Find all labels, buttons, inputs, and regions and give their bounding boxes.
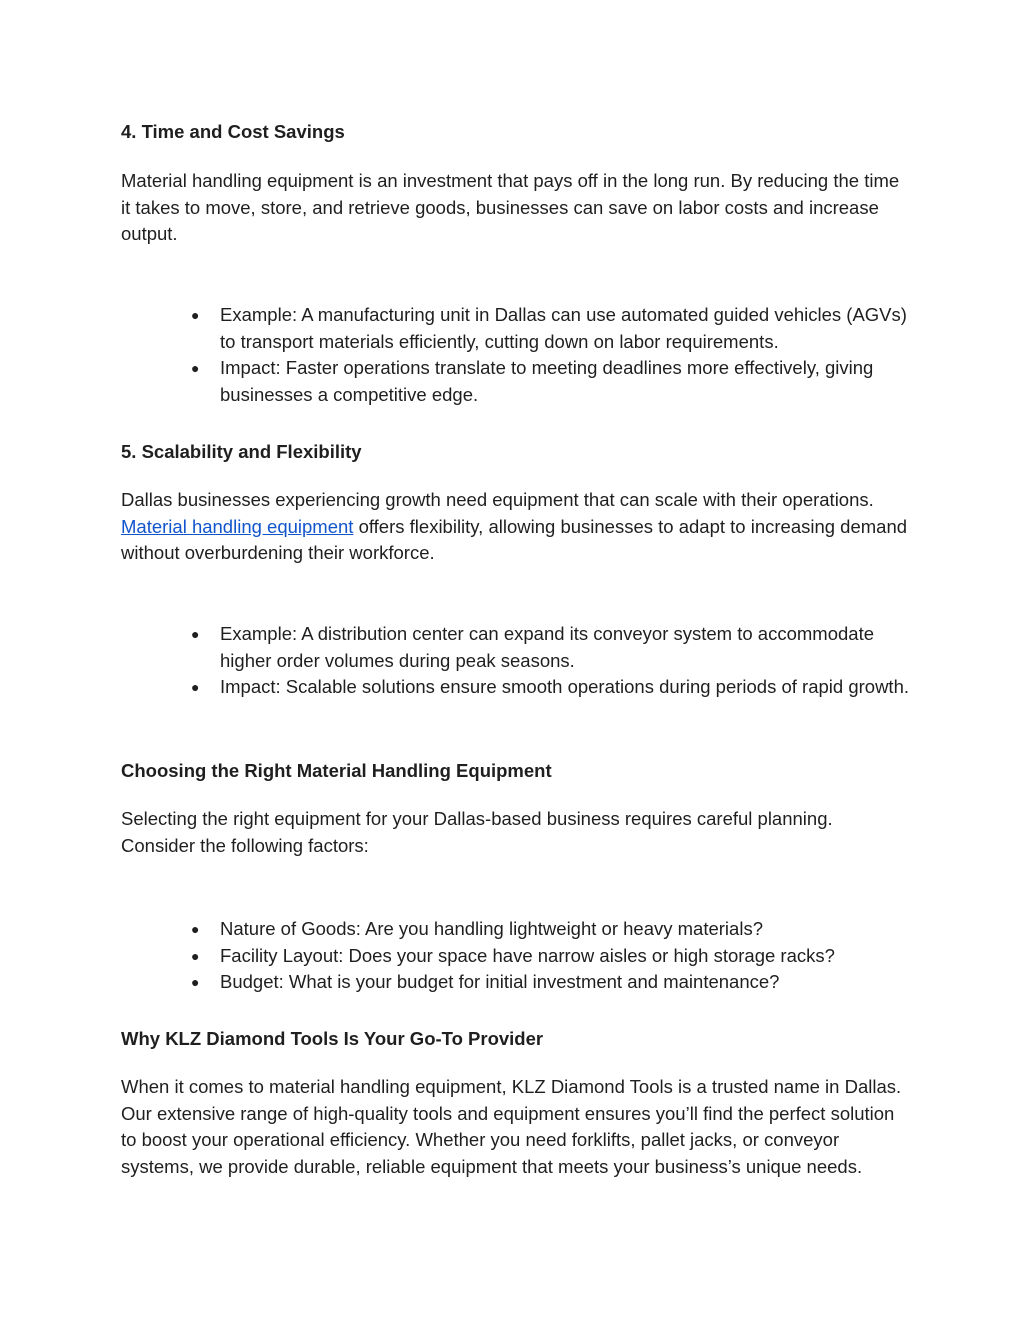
list-item-text: Example: A distribution center can expand its conveyor system to accommodate higher order volumes during peak seasons.	[220, 623, 874, 671]
list-item-text: Impact: Scalable solutions ensure smooth operations during periods of rapid growth.	[220, 676, 909, 698]
list-item-text: Nature of Goods: Are you handling lightweight or heavy materials?	[220, 918, 763, 939]
list-item	[121, 674, 911, 701]
heading-choosing-equipment: Choosing the Right Material Handling Equipment	[121, 760, 552, 781]
paragraph-choosing-intro: Selecting the right equipment for your Dallas-based business requires careful planning. Consider the following factors:	[121, 808, 833, 856]
paragraph-time-cost-intro: Material handling equipment is an investment that pays off in the long run. By reducing the time it takes to move, store, and retrieve goods, businesses can save on labor costs and increase output.	[121, 170, 900, 245]
list-item-text: Example: A manufacturing unit in Dallas can use automated guided vehicles (AGVs) to transport materials efficiently, cutting down on labor requirements.	[220, 304, 907, 352]
heading-scalability-flexibility: 5. Scalability and Flexibility	[121, 441, 362, 462]
material-handling-equipment-link[interactable]: Material handling equipment	[121, 515, 354, 537]
paragraph-scalability-intro	[121, 487, 911, 567]
paragraph-text: Dallas businesses experiencing growth need equipment that can scale with their operations.	[121, 489, 874, 510]
bullet-list-scalability	[121, 621, 911, 701]
bullet-icon: ●	[191, 974, 200, 991]
list-item	[121, 302, 911, 355]
list-item	[121, 621, 911, 674]
list-item	[121, 355, 911, 408]
bullet-icon: ●	[191, 921, 200, 937]
bullet-icon: ●	[191, 679, 200, 696]
list-item	[121, 943, 911, 970]
list-item-text: Budget: What is your budget for initial investment and maintenance?	[220, 971, 780, 993]
heading-time-cost-savings: 4. Time and Cost Savings	[121, 121, 345, 142]
list-item-text: Facility Layout: Does your space have narrow aisles or high storage racks?	[220, 944, 835, 966]
bullet-list-choosing	[121, 916, 911, 996]
paragraph-text: offers flexibility, allowing businesses to adapt to increasing demand without overburdening their workforce.	[121, 515, 908, 564]
bullet-icon: ●	[191, 626, 200, 642]
bullet-icon: ●	[191, 947, 200, 964]
bullet-icon: ●	[191, 307, 200, 323]
list-item-text: Impact: Faster operations translate to meeting deadlines more effectively, giving businesses a competitive edge.	[220, 357, 874, 405]
list-item	[121, 969, 911, 996]
paragraph-klz-body: When it comes to material handling equipment, KLZ Diamond Tools is a trusted name in Dallas. Our extensive range of high-quality tools and equipment ensures you’ll find the perfect solution to boost your operational efficiency. Whether you need forklifts, pallet jacks, or conveyor systems, we provide durable, reliable equipment that meets your business’s unique needs.	[121, 1076, 902, 1177]
heading-klz-provider: Why KLZ Diamond Tools Is Your Go-To Provider	[121, 1028, 544, 1049]
bullet-list-time-cost	[121, 302, 911, 408]
list-item	[121, 916, 911, 943]
bullet-icon: ●	[191, 360, 200, 377]
